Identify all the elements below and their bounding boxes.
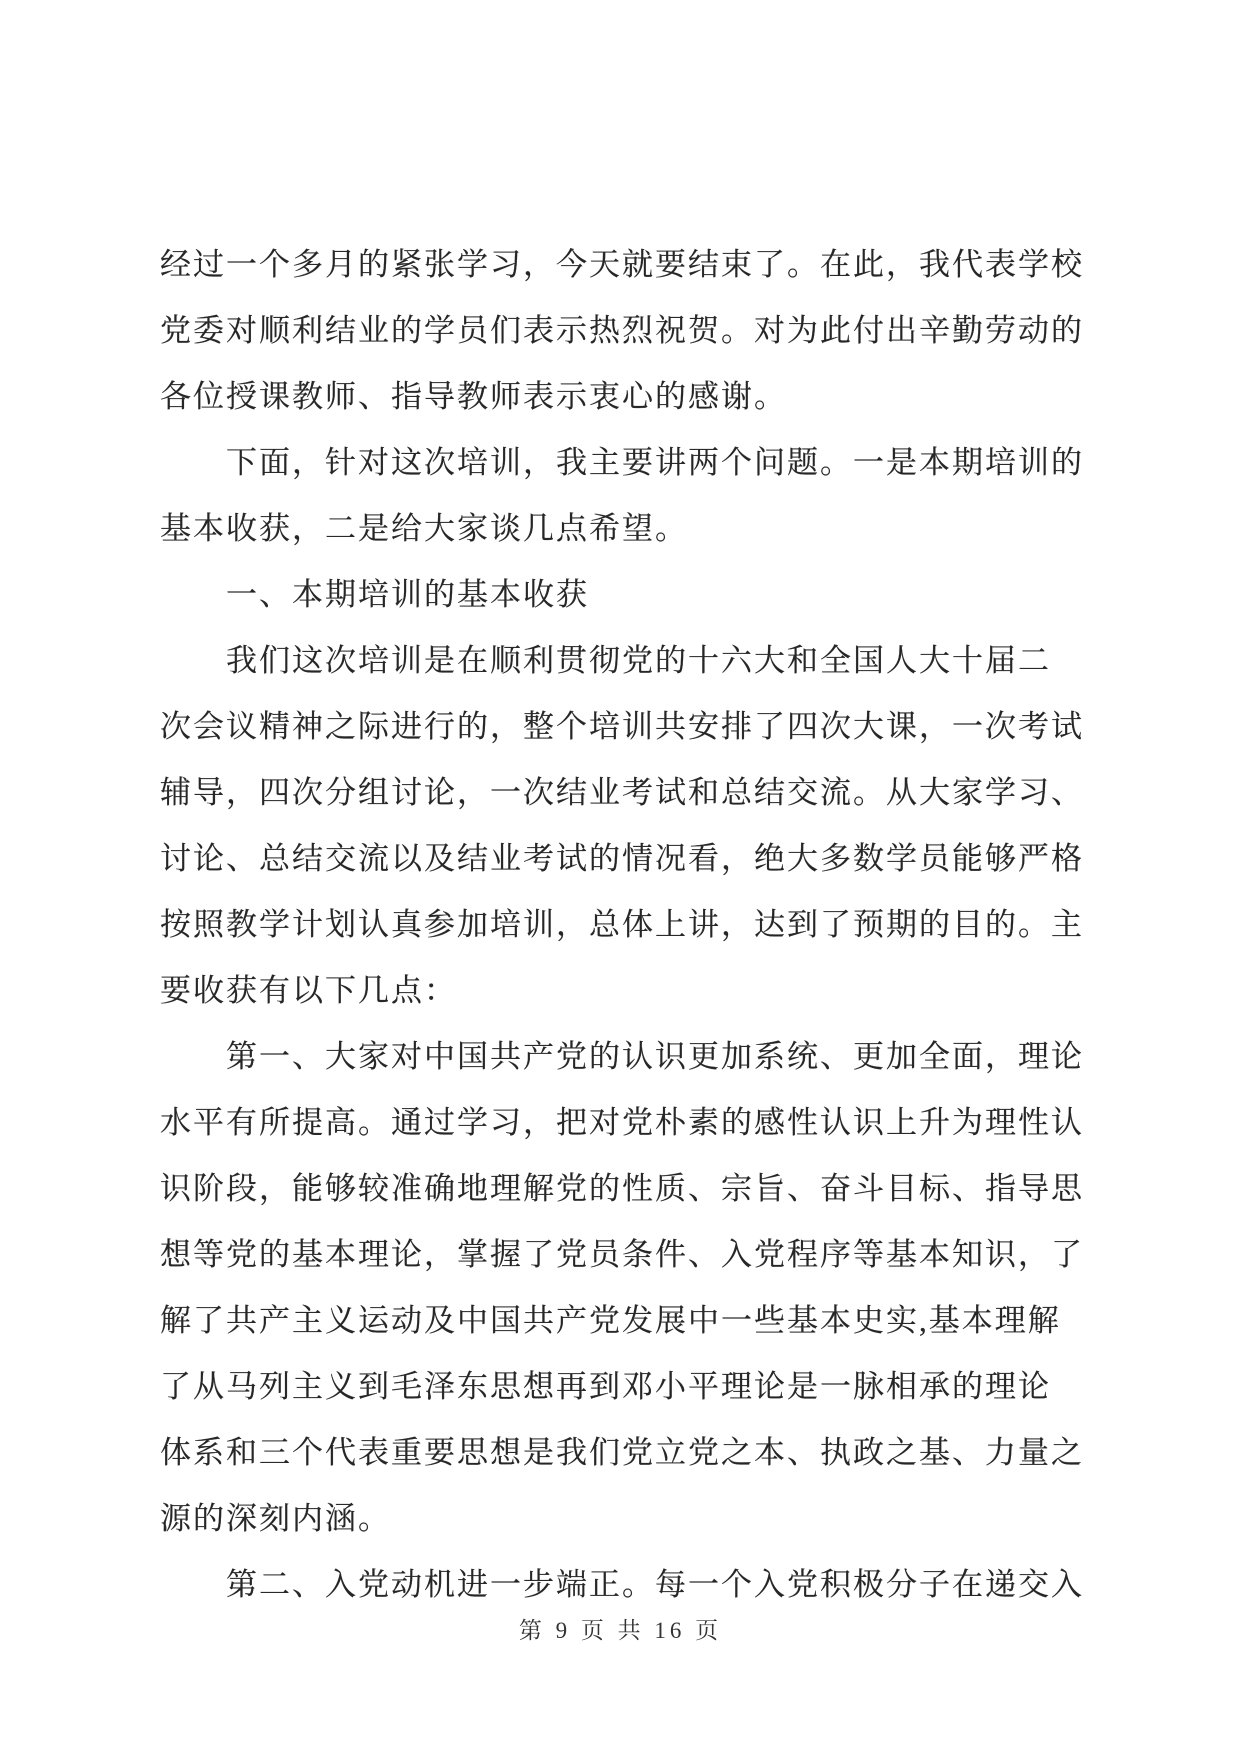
paragraph-line: 基本收获，二是给大家谈几点希望。 xyxy=(160,511,688,546)
paragraph-line: 了从马列主义到毛泽东思想再到邓小平理论是一脉相承的理论 xyxy=(160,1369,1051,1404)
paragraph-line: 次会议精神之际进行的，整个培训共安排了四次大课，一次考试 xyxy=(160,709,1084,744)
paragraph-line: 源的深刻内涵。 xyxy=(160,1501,391,1536)
paragraph-line: 一、本期培训的基本收获 xyxy=(226,577,589,612)
paragraph-line: 解了共产主义运动及中国共产党发展中一些基本史实,基本理解 xyxy=(160,1303,1061,1338)
paragraph-line: 辅导，四次分组讨论，一次结业考试和总结交流。从大家学习、 xyxy=(160,775,1084,810)
paragraph-line: 想等党的基本理论，掌握了党员条件、入党程序等基本知识，了 xyxy=(160,1237,1084,1272)
paragraph-line: 体系和三个代表重要思想是我们党立党之本、执政之基、力量之 xyxy=(160,1435,1084,1470)
paragraph-line: 各位授课教师、指导教师表示衷心的感谢。 xyxy=(160,379,787,414)
paragraph-line: 第一、大家对中国共产党的认识更加系统、更加全面，理论 xyxy=(226,1039,1084,1074)
paragraph-line: 我们这次培训是在顺利贯彻党的十六大和全国人大十届二 xyxy=(226,643,1051,678)
page-footer: 第 9 页 共 16 页 xyxy=(518,1618,723,1643)
paragraph-line: 识阶段，能够较准确地理解党的性质、宗旨、奋斗目标、指导思 xyxy=(160,1171,1084,1206)
paragraph-line: 讨论、总结交流以及结业考试的情况看，绝大多数学员能够严格 xyxy=(160,841,1084,876)
paragraph-line: 经过一个多月的紧张学习，今天就要结束了。在此，我代表学校 xyxy=(160,247,1084,282)
document-body xyxy=(160,232,1096,1618)
paragraph-line: 水平有所提高。通过学习，把对党朴素的感性认识上升为理性认 xyxy=(160,1105,1084,1140)
paragraph-line: 要收获有以下几点： xyxy=(160,973,457,1008)
paragraph-line: 下面，针对这次培训，我主要讲两个问题。一是本期培训的 xyxy=(226,445,1084,480)
paragraph-line: 第二、入党动机进一步端正。每一个入党积极分子在递交入 xyxy=(226,1567,1084,1602)
paragraph-line: 按照教学计划认真参加培训，总体上讲，达到了预期的目的。主 xyxy=(160,907,1084,942)
paragraph-line: 党委对顺利结业的学员们表示热烈祝贺。对为此付出辛勤劳动的 xyxy=(160,313,1084,348)
